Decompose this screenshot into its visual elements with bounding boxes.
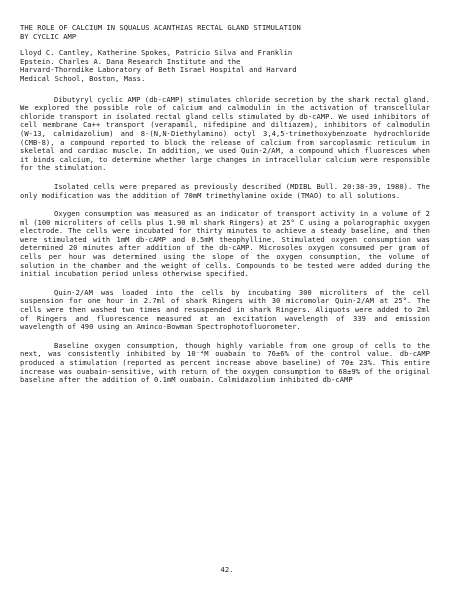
page-number: 42. (220, 565, 234, 574)
paragraph-results: Baseline oxygen consumption, though highly variable from one group of cells to the next, was consistently inhibited by 10⁻⁴M ouabain to 76±6% of the control value. db-cAMP produced a stimulation (reported as percent increase above baseline) of 70± 23%. This entire increase was ouabain-sensitive, with return of the oxygen consumption to 68±9% of the original baseline after the addition of 0.1mM ouabain. Calmidazolium inhibited db-cAMP (20, 340, 430, 385)
document-title: THE ROLE OF CALCIUM IN SQUALUS ACANTHIAS RECTAL GLAND STIMULATION BY CYCLIC AMP (20, 23, 301, 41)
paragraph-quin2: Quin-2/AM was loaded into the cells by incubating 300 microliters of the cell suspension for one hour in 2.7ml of shark Ringers with 30 micromolar Quin-2/AM at 25°. The cells were then washed two times and resuspended in shark Ringers. Aliquots were added to 2ml of Ringers and fluorescence measured at an excitation wavelength of 339 and emission wavelength of 490 using an Aminco-Bowman Spectrophotofluorometer. (20, 287, 430, 332)
paragraph-abstract: Dibutyryl cyclic AMP (db-cAMP) stimulates chloride secretion by the shark rectal gland. We explored the possible role of calcium and calmodulin in the activation of transcellular chloride transport in isolated rectal gland cells stimulated by db-cAMP. We used inhibitors of cell membrane Ca++ transport (verapamil, nifedipine and diltiazem), inhibitors of calmodulin (W-13, calmidazolium) and 8-(N,N-Diethylamino) octyl 3,4,5-trimethoxybenzoate hydrochloride (CMB-8), a compound reported to block the release of calcium from sarcoplasmic reticulum in skeletal and cardiac muscle. In addition, we used Quin-2/AM, a compound which fluoresces when it binds calcium, to determine whether large changes in intracellular calcium were responsible for the stimulation. (20, 94, 430, 173)
paragraph-cell-preparation: Isolated cells were prepared as previously described (MDIBL Bull. 20:38-39, 1980). The only modification was the addition of 70mM trimethylamine oxide (TMAO) to all solutions. (20, 181, 430, 200)
author-affiliation: Lloyd C. Cantley, Katherine Spokes, Patricio Silva and Franklin Epstein. Charles A. Dana Research Institute and the Harvard-Thorndike Laboratory of Beth Israel Hospital and Harvard Medical School, Boston, Mass. (20, 48, 297, 83)
paragraph-oxygen-consumption: Oxygen consumption was measured as an indicator of transport activity in a volume of 2 ml (100 microliters of cells plus 1.90 ml shark Ringers) at 25° C using a polarographic oxygen electrode. The cells were incubated for thirty minutes to achieve a steady baseline, and then were stimulated with 1mM db-cAMP and 0.5mM theophylline. Stimulated oxygen consumption was determined 20 minutes after addition of the db-cAMP. Microsoles oxygen consumed per gram of cells per hour was determined using the slope of the oxygen consumption, the volume of solution in the chamber and the weight of cells. Compounds to be tested were added during the initial incubation period unless otherwise specified. (20, 209, 430, 279)
